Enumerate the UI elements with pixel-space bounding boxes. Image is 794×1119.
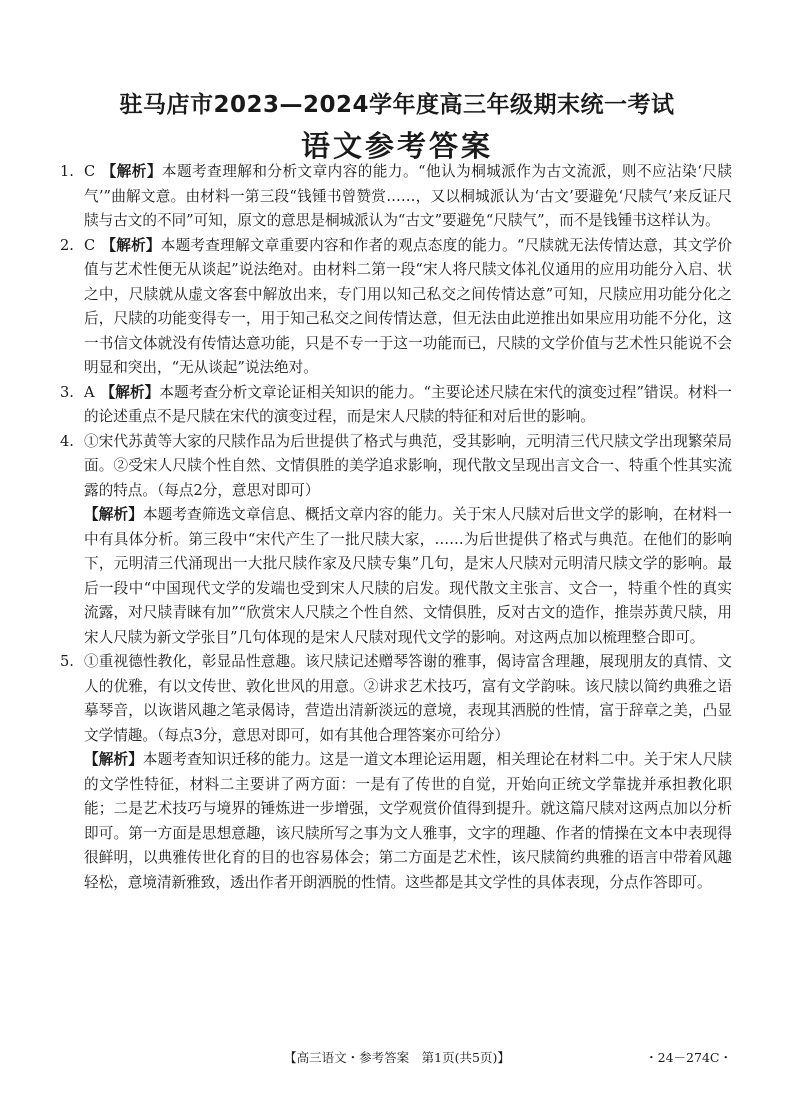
answer-text: ①重视德性教化，彰显品性意趣。该尺牍记述赠琴答谢的雅事，偈诗富含理趣，展现朋友的真情、文人的优雅，有以文传世、敦化世风的用意。②讲求艺术技巧，富有文学韵味。该尺牍以简约典雅之语摹琴音，以诙谐风趣之笔录偈诗，营造出清新淡远的意境，表现其洒脱的性情，富于辞章之美，凸显文学情趣。（每点3分，意思对即可，如有其他合理答案亦可给分） bbox=[84, 653, 732, 744]
question-number: 2. bbox=[60, 236, 74, 254]
footer-code: ・24－274C・ bbox=[645, 1050, 732, 1065]
answer-content bbox=[60, 160, 732, 895]
answer-choice: C bbox=[84, 163, 96, 180]
question-number: 1. bbox=[60, 163, 74, 180]
answer-choice: C bbox=[84, 236, 96, 254]
question-number: 3. bbox=[60, 383, 74, 401]
analysis-text: 本题考查分析文章论证相关知识的能力。“主要论述尺牍在宋代的演变过程”错误。材料一的论述重点不是尺牍在宋代的演变过程，而是宋人尺牍的特征和对后世的影响。 bbox=[84, 383, 732, 425]
footer-page-info: 【高三语文・参考答案 第1页(共5页)】 bbox=[284, 1050, 510, 1065]
document-subtitle: 语文参考答案 bbox=[300, 129, 493, 163]
analysis-tag: 【解析】 bbox=[101, 163, 162, 180]
question-number: 5. bbox=[60, 653, 74, 670]
analysis-tag: 【解析】 bbox=[100, 383, 160, 401]
page-footer bbox=[0, 1048, 794, 1068]
analysis-text: 本题考查理解文章重要内容和作者的观点态度的能力。“尺牍就无法传情达意，其文学价值与艺术性便无从谈起”说法绝对。由材料二第一段“宋人将尺牍文体礼仪通用的应用功能分入启、状之中，尺牍就从虚文客套中解放出来，专门用以知己私交之间传情达意”可知，尺牍应用功能分化之后，尺牍的功能变得专一，用于知己私交之间传情达意，但无法由此逆推出如果应用功能不分化，这一书信文体就没有传情达意功能，只是不专一于这一功能而已，尺牍的文学价值与艺术性只能说不会明显和突出，“无从谈起”说法绝对。 bbox=[84, 236, 732, 376]
answer-item-3 bbox=[60, 381, 732, 430]
answer-paragraph bbox=[84, 381, 732, 430]
analysis-paragraph bbox=[84, 503, 732, 650]
answer-paragraph bbox=[84, 430, 732, 504]
analysis-text: 本题考查知识迁移的能力。这是一道文本理论运用题，相关理论在材料二中。关于宋人尺牍的文学性特征，材料二主要讲了两方面：一是有了传世的自觉，开始向正统文学靠拢并承担教化职能；二是艺术技巧与境界的锤炼进一步增强，文学观赏价值得到提升。就这篇尺牍对这两点加以分析即可。第一方面是思想意趣，该尺牍所写之事为文人雅事，文字的理趣、作者的情操在文本中表现得很鲜明，以典雅传世化育的目的也容易体会；第二方面是艺术性，该尺牍简约典雅的语言中带着风趣轻松，意境清新雅致，透出作者开朗洒脱的性情。这些都是其文学性的具体表现，分点作答即可。 bbox=[84, 751, 732, 891]
answer-item-1 bbox=[60, 160, 732, 234]
exam-title: 驻马店市2023—2024学年度高三年级期末统一考试 bbox=[119, 92, 675, 118]
answer-paragraph bbox=[84, 650, 732, 748]
answer-paragraph bbox=[84, 234, 732, 381]
analysis-text: 本题考查理解和分析文章内容的能力。“他认为桐城派作为古文流派，则不应沾染‘尺牍气’”曲解文意。由材料一第三段“钱锺书曾赞赏……，又以桐城派认为‘古文’要避免‘尺牍气’来反证尺牍与古文的不同”可知，原文的意思是桐城派认为“古文”要避免“尺牍气”，而不是钱锺书这样认为。 bbox=[84, 163, 732, 229]
question-number: 4. bbox=[60, 432, 74, 450]
analysis-paragraph bbox=[84, 748, 732, 895]
answer-text: ①宋代苏黄等大家的尺牍作品为后世提供了格式与典范，受其影响，元明清三代尺牍文学出现繁荣局面。②受宋人尺牍个性自然、文情俱胜的美学追求影响，现代散文呈现出言文合一、特重个性其实流露的特点。（每点2分，意思对即可） bbox=[84, 432, 732, 499]
answer-item-2 bbox=[60, 234, 732, 381]
analysis-tag: 【解析】 bbox=[101, 236, 161, 254]
answer-paragraph bbox=[84, 160, 732, 234]
analysis-tag: 【解析】 bbox=[84, 751, 143, 768]
analysis-text: 本题考查筛选文章信息、概括文章内容的能力。关于宋人尺牍对后世文学的影响，在材料一中有具体分析。第三段中“宋代产生了一批尺牍大家，……为后世提供了格式与典范。在他们的影响下，元明清三代涌现出一大批尺牍作家及尺牍专集”几句，是宋人尺牍对元明清尺牍文学的影响。最后一段中“中国现代文学的发端也受到宋人尺牍的启发。现代散文主张言、文合一，特重个性的真实流露，对尺牍青睐有加”“欣赏宋人尺牍之个性自然、文情俱胜，反对古文的造作，推崇苏黄尺牍，用宋人尺牍为新文学张目”几句体现的是宋人尺牍对现代文学的影响。对这两点加以梳理整合即可。 bbox=[84, 506, 732, 646]
answer-item-4 bbox=[60, 430, 732, 651]
answer-item-5 bbox=[60, 650, 732, 895]
answer-choice: A bbox=[84, 383, 95, 401]
analysis-tag: 【解析】 bbox=[84, 506, 143, 523]
